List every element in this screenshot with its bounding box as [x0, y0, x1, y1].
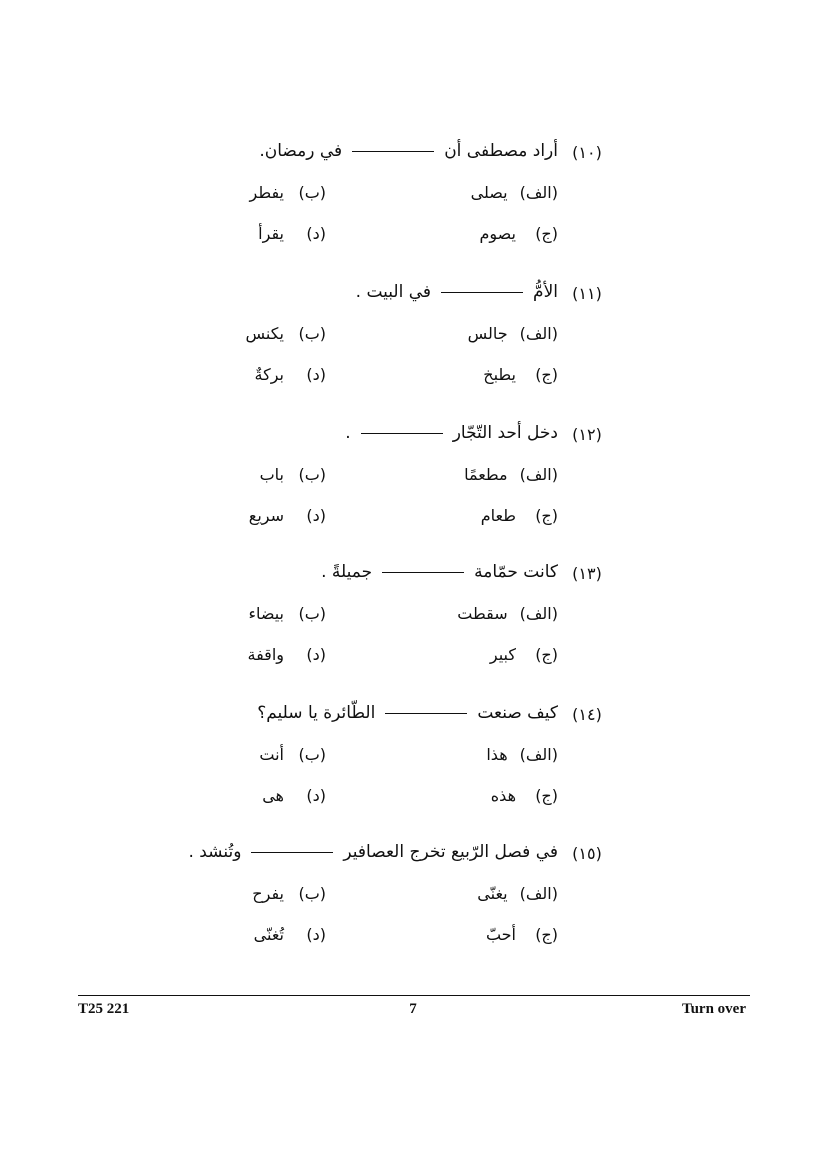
- option-label: (ب): [298, 745, 326, 764]
- question-11: [0, 284, 826, 414]
- option-a[interactable]: [477, 884, 558, 903]
- option-label: (د): [306, 365, 326, 384]
- option-c[interactable]: [491, 786, 558, 805]
- option-text: هى: [262, 786, 284, 805]
- question-stem: [321, 562, 558, 582]
- question-10: [0, 143, 826, 273]
- stem-after: في البيت .: [355, 282, 432, 302]
- option-label: (ج): [535, 645, 558, 664]
- answer-blank: [385, 713, 467, 714]
- option-label: (ج): [535, 365, 558, 384]
- answer-blank: [382, 572, 464, 573]
- option-b[interactable]: [245, 324, 326, 343]
- question-14: [0, 705, 826, 835]
- option-text: أحبّ: [485, 925, 516, 944]
- option-text: تُغنّى: [253, 925, 284, 944]
- option-label: (الف): [519, 884, 558, 903]
- option-text: بيضاء: [248, 604, 284, 623]
- option-label: (الف): [519, 183, 558, 202]
- answer-blank: [352, 151, 434, 152]
- question-number: (١١): [572, 284, 602, 303]
- option-label: (د): [306, 786, 326, 805]
- option-d[interactable]: [249, 506, 326, 525]
- option-d[interactable]: [258, 224, 326, 243]
- option-a[interactable]: [486, 745, 558, 764]
- question-number: (١٠): [572, 143, 602, 162]
- option-text: سريع: [248, 506, 284, 525]
- turn-over-label: Turn over: [681, 1001, 746, 1017]
- option-label: (د): [306, 925, 326, 944]
- option-c[interactable]: [481, 506, 558, 525]
- option-label: (الف): [519, 465, 558, 484]
- question-number: (١٢): [572, 425, 602, 444]
- option-text: مطعمًا: [464, 465, 508, 484]
- question-number: (١٥): [572, 844, 602, 863]
- stem-after: جميلةً .: [321, 562, 373, 582]
- option-text: يفرح: [252, 884, 284, 903]
- question-stem: [259, 141, 558, 161]
- option-d[interactable]: [262, 786, 326, 805]
- paper-code: T25 221: [78, 1001, 130, 1017]
- option-label: (ج): [535, 224, 558, 243]
- option-b[interactable]: [252, 884, 326, 903]
- stem-after: الطّائرة يا سليم؟: [257, 703, 376, 723]
- option-label: (ج): [535, 925, 558, 944]
- option-text: يكنس: [245, 324, 284, 343]
- option-c[interactable]: [490, 645, 558, 664]
- option-label: (د): [306, 645, 326, 664]
- option-text: طعام: [480, 506, 516, 525]
- stem-after: وتُنشد .: [188, 842, 242, 862]
- option-label: (ج): [535, 506, 558, 525]
- option-d[interactable]: [254, 925, 326, 944]
- stem-before: أراد مصطفى أن: [444, 141, 558, 161]
- option-text: كبير: [489, 645, 516, 664]
- question-number: (١٣): [572, 564, 602, 583]
- option-b[interactable]: [248, 604, 326, 623]
- option-label: (ج): [535, 786, 558, 805]
- option-b[interactable]: [260, 465, 326, 484]
- stem-before: كانت حمّامة: [474, 562, 558, 582]
- stem-after: .: [345, 423, 351, 443]
- option-text: يفطر: [249, 183, 284, 202]
- question-stem: [188, 842, 558, 862]
- option-label: (ب): [298, 324, 326, 343]
- footer-divider: [78, 995, 750, 996]
- option-d[interactable]: [255, 365, 326, 384]
- option-a[interactable]: [457, 604, 558, 623]
- answer-blank: [251, 852, 333, 853]
- option-c[interactable]: [480, 224, 559, 243]
- option-text: يصلى: [470, 183, 508, 202]
- option-label: (الف): [519, 324, 558, 343]
- option-a[interactable]: [468, 324, 558, 343]
- option-text: هذا: [486, 745, 508, 764]
- question-15: [0, 844, 826, 974]
- question-12: [0, 425, 826, 555]
- option-text: يصوم: [479, 224, 516, 243]
- option-text: هذه: [490, 786, 516, 805]
- option-text: سقطت: [457, 604, 508, 623]
- option-text: يطبخ: [483, 365, 516, 384]
- stem-before: الأمُّ: [533, 282, 558, 302]
- option-label: (ب): [298, 604, 326, 623]
- option-b[interactable]: [250, 183, 327, 202]
- option-text: بركةٌ: [254, 365, 284, 384]
- question-number: (١٤): [572, 705, 602, 724]
- option-a[interactable]: [464, 465, 558, 484]
- stem-before: في فصل الرّبيع تخرج العصافير: [343, 842, 558, 862]
- option-b[interactable]: [259, 745, 326, 764]
- answer-blank: [441, 292, 523, 293]
- option-a[interactable]: [471, 183, 558, 202]
- option-text: يقرأ: [258, 224, 284, 243]
- stem-after: في رمضان.: [259, 141, 343, 161]
- option-label: (د): [306, 224, 326, 243]
- option-text: واقفة: [247, 645, 284, 664]
- option-c[interactable]: [486, 925, 558, 944]
- question-stem: [257, 703, 558, 723]
- option-text: باب: [259, 465, 284, 484]
- option-label: (الف): [519, 604, 558, 623]
- stem-before: كيف صنعت: [477, 703, 558, 723]
- option-label: (ب): [298, 183, 326, 202]
- question-stem: [345, 423, 558, 443]
- option-label: (ب): [298, 884, 326, 903]
- option-d[interactable]: [248, 645, 327, 664]
- question-stem: [356, 282, 558, 302]
- option-text: جالس: [467, 324, 508, 343]
- answer-blank: [361, 433, 443, 434]
- page-number: 7: [409, 1001, 417, 1017]
- option-text: أنت: [259, 745, 284, 764]
- option-c[interactable]: [483, 365, 558, 384]
- question-13: [0, 564, 826, 694]
- stem-before: دخل أحد التّجّار: [452, 423, 558, 443]
- option-label: (د): [306, 506, 326, 525]
- option-label: (ب): [298, 465, 326, 484]
- option-text: يغنّى: [477, 884, 508, 903]
- option-label: (الف): [519, 745, 558, 764]
